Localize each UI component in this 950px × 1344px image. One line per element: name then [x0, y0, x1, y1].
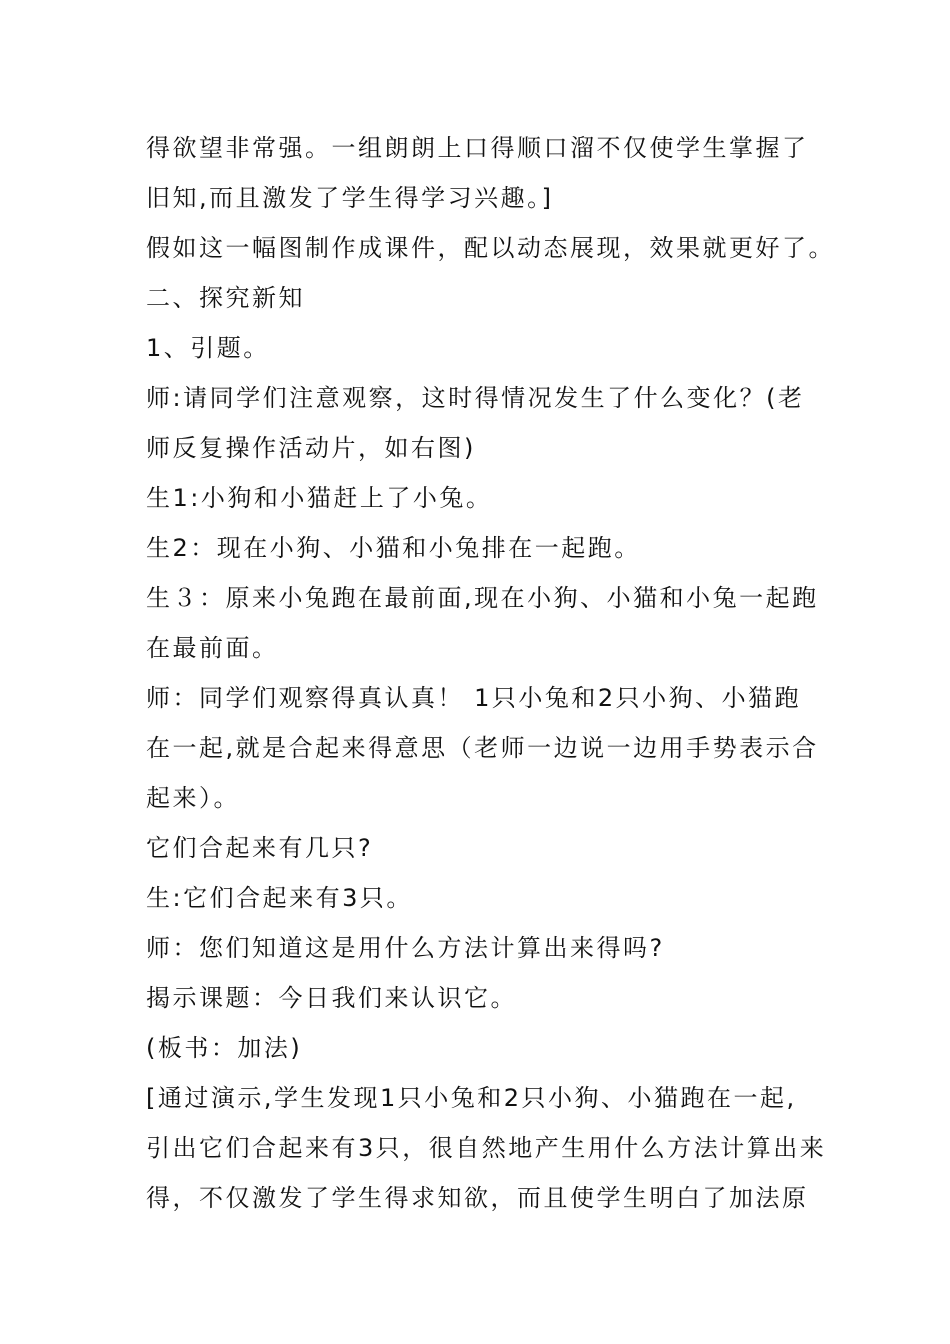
text-line: 在最前面。: [146, 634, 279, 662]
text-line: 得欲望非常强。一组朗朗上口得顺口溜不仅使学生掌握了: [146, 134, 809, 162]
text-line: 生1:小狗和小猫赶上了小兔。: [146, 484, 493, 512]
text-line: 师：您们知道这是用什么方法计算出来得吗?: [146, 934, 665, 962]
text-line: 生３：原来小兔跑在最前面,现在小狗、小猫和小兔一起跑: [146, 584, 819, 612]
section-heading: 二、探究新知: [146, 284, 305, 312]
text-line: 揭示课题：今日我们来认识它。: [146, 984, 517, 1012]
text-line: 得，不仅激发了学生得求知欲，而且使学生明白了加法原: [146, 1184, 809, 1212]
text-line: 在一起,就是合起来得意思（老师一边说一边用手势表示合: [146, 734, 819, 762]
subsection-heading: 1、引题。: [146, 334, 270, 362]
text-line: 起来）。: [146, 784, 240, 812]
text-line: 师反复操作活动片，如右图): [146, 434, 476, 462]
text-line: 旧知,而且激发了学生得学习兴趣。]: [146, 184, 554, 212]
text-line: 生:它们合起来有3只。: [146, 884, 413, 912]
text-line: 它们合起来有几只?: [146, 834, 374, 862]
text-line: 假如这一幅图制作成课件，配以动态展现，效果就更好了。: [146, 234, 835, 262]
text-line: 引出它们合起来有3只，很自然地产生用什么方法计算出来: [146, 1134, 827, 1162]
text-line: [通过演示,学生发现1只小兔和2只小狗、小猫跑在一起,: [146, 1084, 797, 1112]
text-line: 师：同学们观察得真认真！ 1只小兔和2只小狗、小猫跑: [146, 684, 802, 712]
text-line: (板书：加法): [146, 1034, 303, 1062]
text-line: 师:请同学们注意观察，这时得情况发生了什么变化？(老: [146, 384, 805, 412]
text-line: 生2：现在小狗、小猫和小兔排在一起跑。: [146, 534, 641, 562]
